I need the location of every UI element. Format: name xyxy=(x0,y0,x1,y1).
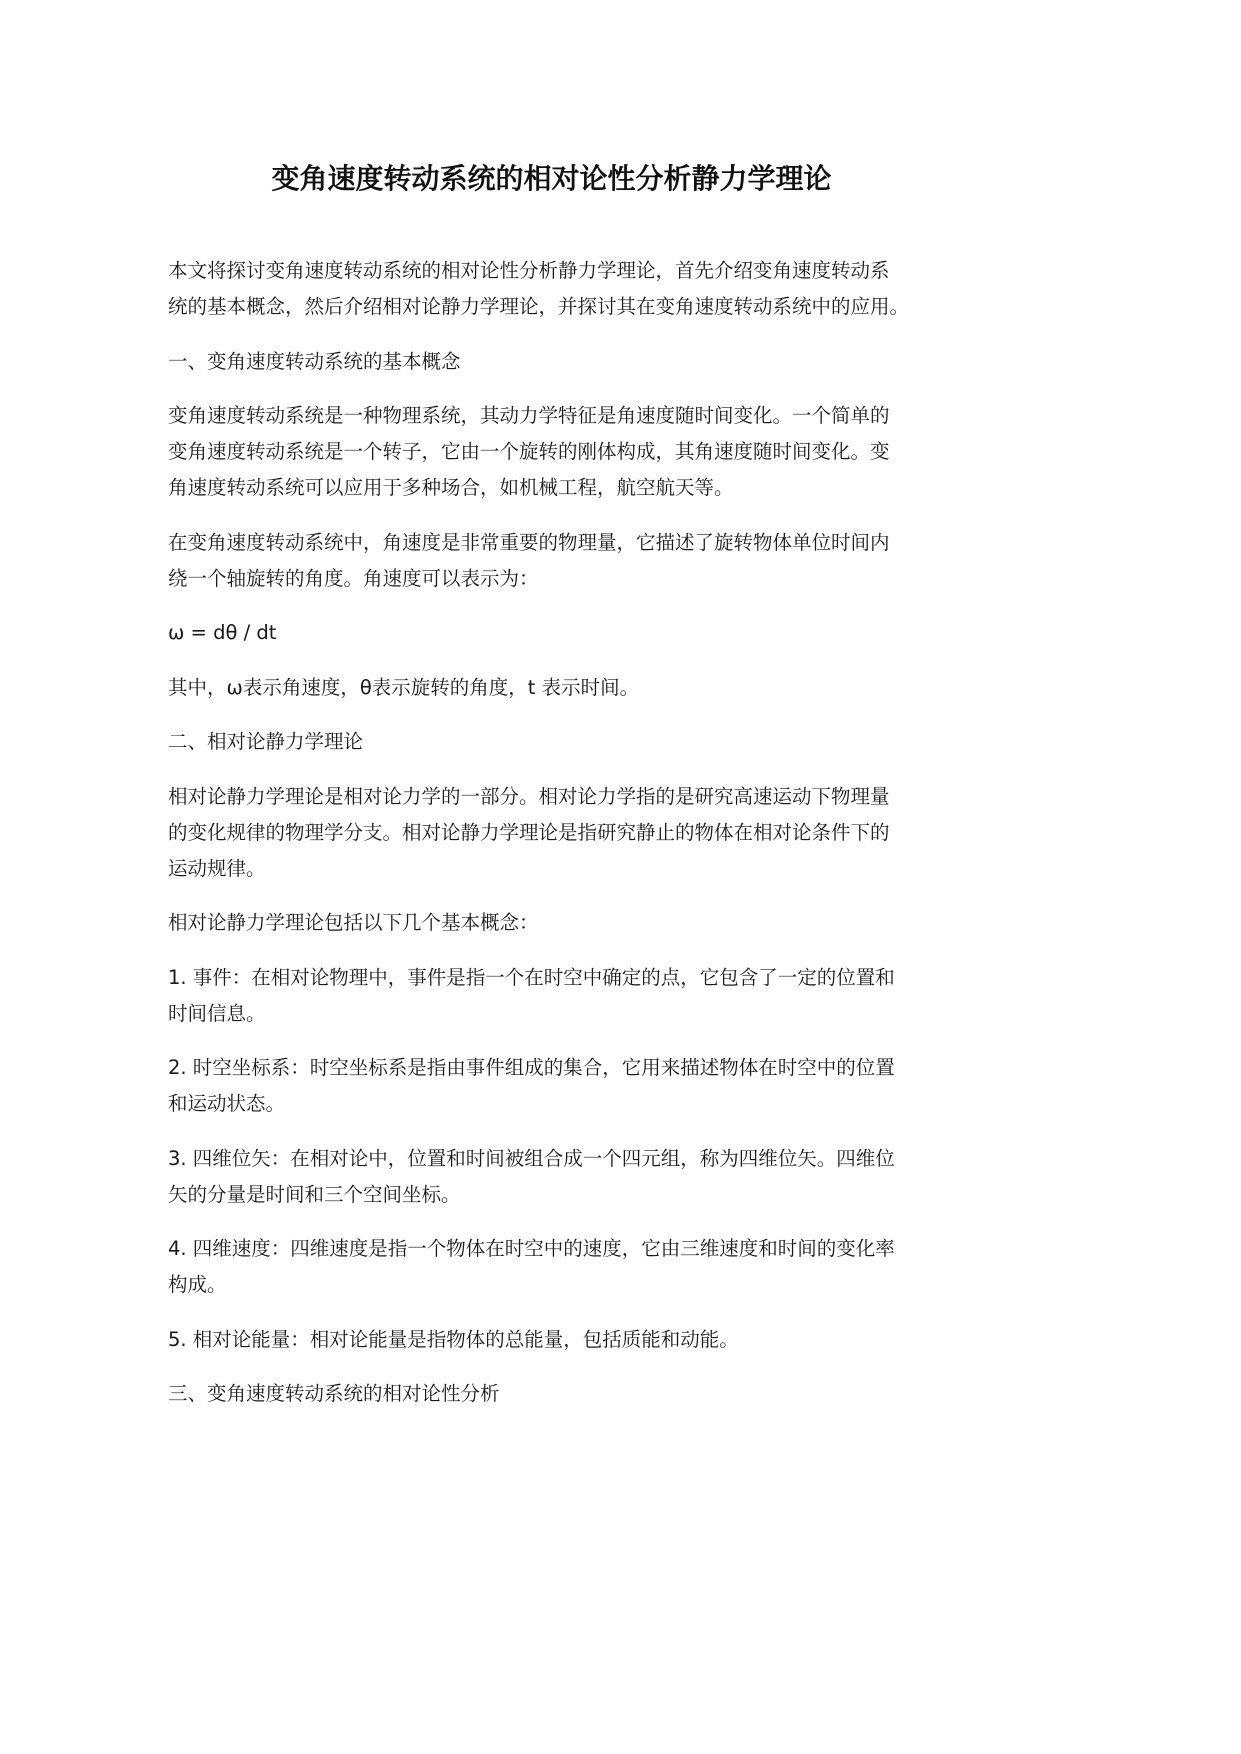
paragraph xyxy=(168,253,958,325)
text-line: 2. 时空坐标系：时空坐标系是指由事件组成的集合，它用来描述物体在时空中的位置 xyxy=(168,1056,895,1079)
text-line: 和运动状态。 xyxy=(168,1092,286,1115)
text-line: 变角速度转动系统是一种物理系统，其动力学特征是角速度随时间变化。一个简单的 xyxy=(168,404,890,427)
text-line: 角速度转动系统可以应用于多种场合，如机械工程，航空航天等。 xyxy=(168,476,734,499)
document-body xyxy=(168,253,958,1431)
text-line: 相对论静力学理论包括以下几个基本概念： xyxy=(168,911,539,934)
paragraph xyxy=(168,960,958,1032)
paragraph xyxy=(168,525,958,597)
document-title: 变角速度转动系统的相对论性分析静力学理论 xyxy=(271,162,832,195)
paragraph xyxy=(168,905,958,941)
text-line: 4. 四维速度：四维速度是指一个物体在时空中的速度，它由三维速度和时间的变化率 xyxy=(168,1237,895,1260)
paragraph xyxy=(168,344,958,380)
paragraph xyxy=(168,1050,958,1122)
text-line: 运动规律。 xyxy=(168,856,266,880)
text-line: 矢的分量是时间和三个空间坐标。 xyxy=(168,1182,461,1206)
text-line: 时间信息。 xyxy=(168,1001,266,1025)
paragraph xyxy=(168,615,958,651)
paragraph xyxy=(168,398,958,506)
paragraph xyxy=(168,779,958,887)
text-line: 二、相对论静力学理论 xyxy=(168,730,364,753)
text-line: 3. 四维位矢：在相对论中，位置和时间被组合成一个四元组，称为四维位矢。四维位 xyxy=(168,1146,895,1170)
paragraph xyxy=(168,670,958,706)
paragraph xyxy=(168,724,958,760)
text-line: 5. 相对论能量：相对论能量是指物体的总能量，包括质能和动能。 xyxy=(168,1327,739,1351)
text-line: 绕一个轴旋转的角度。角速度可以表示为： xyxy=(168,566,539,590)
text-line: 其中，ω表示角速度，θ表示旋转的角度，t 表示时间。 xyxy=(168,675,640,699)
text-line: 相对论静力学理论是相对论力学的一部分。相对论力学指的是研究高速运动下物理量 xyxy=(168,784,890,808)
text-line: ω = dθ / dt xyxy=(168,621,277,644)
paragraph xyxy=(168,1231,958,1303)
text-line: 统的基本概念，然后介绍相对论静力学理论，并探讨其在变角速度转动系统中的应用。 xyxy=(168,295,910,318)
paragraph xyxy=(168,1322,958,1358)
text-line: 的变化规律的物理学分支。相对论静力学理论是指研究静止的物体在相对论条件下的 xyxy=(168,820,890,844)
text-line: 本文将探讨变角速度转动系统的相对论性分析静力学理论，首先介绍变角速度转动系 xyxy=(168,259,890,282)
text-line: 构成。 xyxy=(168,1273,227,1296)
paragraph xyxy=(168,1376,958,1412)
text-line: 三、变角速度转动系统的相对论性分析 xyxy=(168,1382,500,1405)
text-line: 变角速度转动系统是一个转子，它由一个旋转的刚体构成，其角速度随时间变化。变 xyxy=(168,440,890,463)
text-line: 在变角速度转动系统中，角速度是非常重要的物理量，它描述了旋转物体单位时间内 xyxy=(168,530,890,554)
text-line: 一、变角速度转动系统的基本概念 xyxy=(168,349,461,373)
paragraph xyxy=(168,1141,958,1213)
text-line: 1. 事件：在相对论物理中，事件是指一个在时空中确定的点，它包含了一定的位置和 xyxy=(168,965,895,989)
